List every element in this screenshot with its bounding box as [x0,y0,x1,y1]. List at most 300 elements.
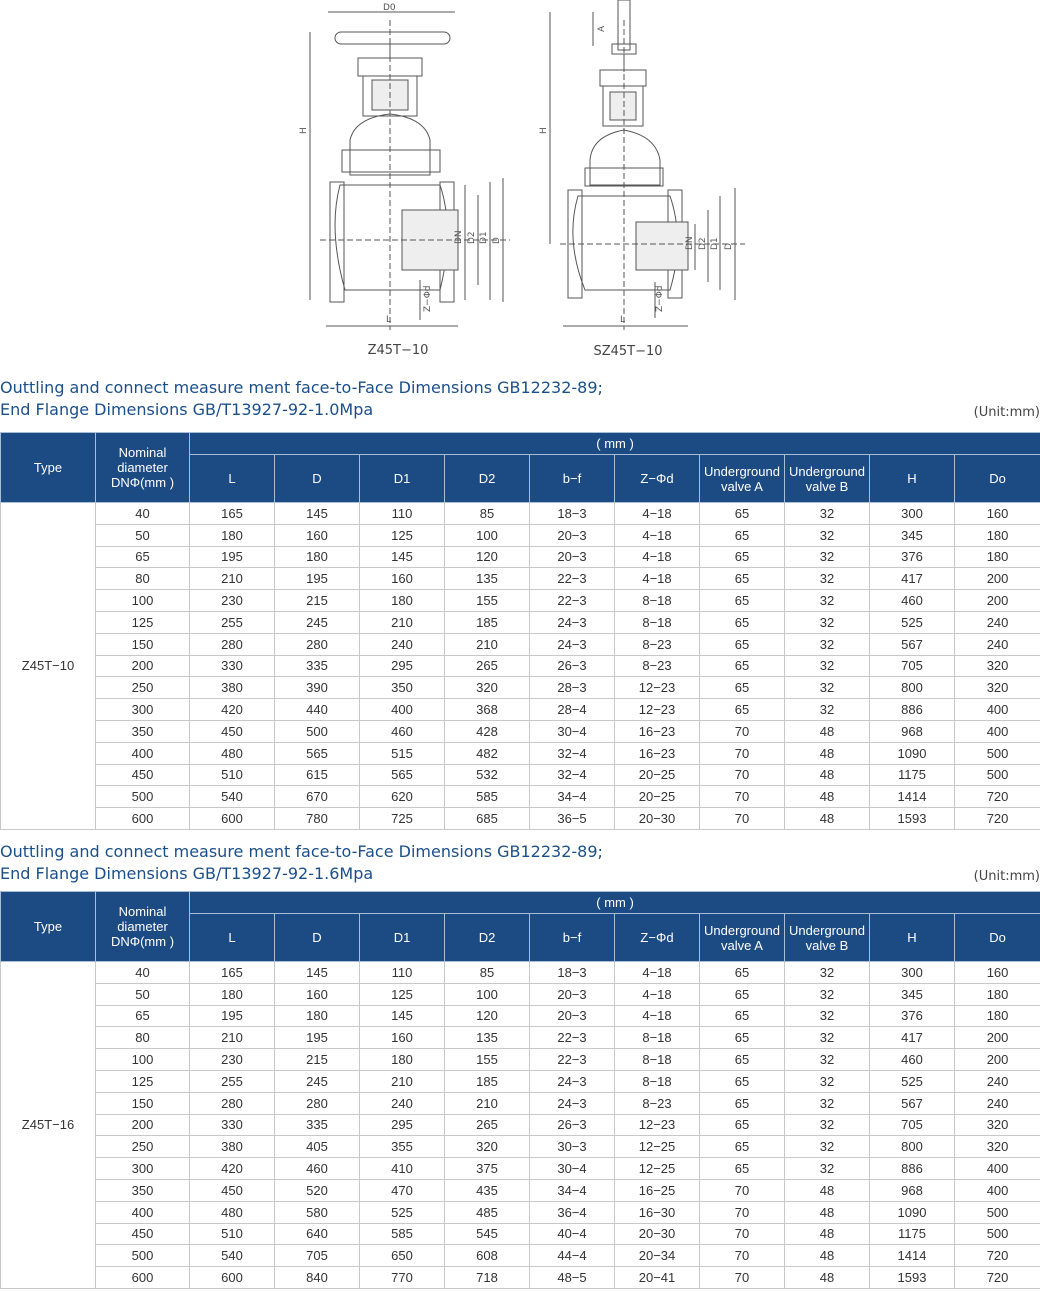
table-cell: 705 [870,655,955,677]
table-cell: 380 [190,1136,275,1158]
table-row [1,1267,1040,1289]
dn-cell: 250 [96,1136,190,1158]
table-cell: 8−18 [615,1027,700,1049]
table-cell: 510 [190,764,275,786]
table-cell: 20−3 [530,546,615,568]
table-cell: 32 [785,655,870,677]
table-cell: 32 [785,1005,870,1027]
table-row [1,655,1040,677]
dn-cell: 40 [96,503,190,525]
table-cell: 65 [700,1114,785,1136]
table1-body [1,503,1040,830]
table-cell: 470 [360,1179,445,1201]
table-cell: 4−18 [615,568,700,590]
table-cell: 265 [445,1114,530,1136]
dn-cell: 450 [96,764,190,786]
table-cell: 1593 [870,808,955,830]
table-cell: 330 [190,655,275,677]
table-cell: 8−18 [615,1070,700,1092]
table-cell: 435 [445,1179,530,1201]
table-cell: 4−18 [615,546,700,568]
table-cell: 24−3 [530,1092,615,1114]
table-cell: 380 [190,677,275,699]
table-cell: 240 [360,633,445,655]
table-cell: 540 [190,786,275,808]
dn-cell: 80 [96,568,190,590]
table-cell: 725 [360,808,445,830]
table-cell: 460 [870,1049,955,1071]
table-cell: 32 [785,1136,870,1158]
table-cell: 48 [785,1179,870,1201]
table-cell: 160 [275,983,360,1005]
table-cell: 65 [700,1027,785,1049]
dn-cell: 600 [96,1267,190,1289]
label-h-right: H [539,127,549,134]
dn-cell: 350 [96,1179,190,1201]
label-zphid-left: Z−Φd [423,285,433,312]
label-l-right: L [620,315,626,325]
col-valve-a-header: Underground valve A [700,455,785,503]
table-cell: 48 [785,1267,870,1289]
table-row [1,1245,1040,1267]
col-d2-header: D2 [445,455,530,503]
table-cell: 210 [190,568,275,590]
table-cell: 245 [275,1070,360,1092]
dn-cell: 300 [96,699,190,721]
table-cell: 240 [955,1092,1040,1114]
table-cell: 30−3 [530,1136,615,1158]
table-cell: 145 [360,1005,445,1027]
table-cell: 185 [445,1070,530,1092]
table-cell: 720 [955,808,1040,830]
table-cell: 65 [700,983,785,1005]
dn-cell: 450 [96,1223,190,1245]
table-cell: 375 [445,1158,530,1180]
table-cell: 4−18 [615,1005,700,1027]
table-cell: 410 [360,1158,445,1180]
table-cell: 160 [955,503,1040,525]
table-cell: 886 [870,1158,955,1180]
col-d-header: D [275,455,360,503]
table-cell: 720 [955,1267,1040,1289]
table-cell: 32 [785,590,870,612]
table-cell: 65 [700,503,785,525]
table-cell: 12−25 [615,1136,700,1158]
table1-title [0,377,603,421]
table-cell: 295 [360,1114,445,1136]
table-cell: 48 [785,742,870,764]
table-cell: 400 [955,699,1040,721]
table-cell: 230 [190,590,275,612]
table-cell: 36−5 [530,808,615,830]
table-cell: 968 [870,1179,955,1201]
table-cell: 165 [190,962,275,984]
table-row [1,808,1040,830]
table-cell: 886 [870,699,955,721]
table-cell: 200 [955,568,1040,590]
table-cell: 65 [700,524,785,546]
table-cell: 24−3 [530,611,615,633]
table-cell: 376 [870,546,955,568]
table-cell: 320 [445,1136,530,1158]
table-cell: 525 [870,1070,955,1092]
table-cell: 485 [445,1201,530,1223]
table-cell: 20−25 [615,786,700,808]
table-cell: 685 [445,808,530,830]
right-valve-drawing [550,0,745,330]
table-row [1,786,1040,808]
table-cell: 160 [360,1027,445,1049]
table-cell: 125 [360,524,445,546]
type-header: Type [1,892,96,962]
type-header: Type [1,433,96,503]
table-cell: 28−4 [530,699,615,721]
table-cell: 255 [190,1070,275,1092]
dn-cell: 100 [96,590,190,612]
table-cell: 32 [785,962,870,984]
table-cell: 515 [360,742,445,764]
table-cell: 460 [360,720,445,742]
table-cell: 210 [360,1070,445,1092]
table-cell: 135 [445,568,530,590]
table-cell: 210 [190,1027,275,1049]
table-cell: 65 [700,611,785,633]
label-zphid-right: Z−Φd [655,285,665,312]
table-cell: 280 [190,633,275,655]
table-cell: 585 [445,786,530,808]
table-cell: 34−4 [530,1179,615,1201]
table-cell: 70 [700,764,785,786]
table-row [1,1114,1040,1136]
table-cell: 26−3 [530,655,615,677]
table-cell: 355 [360,1136,445,1158]
table-row [1,742,1040,764]
table-row [1,1027,1040,1049]
table-cell: 48 [785,1245,870,1267]
table-cell: 500 [955,1223,1040,1245]
table-cell: 70 [700,1179,785,1201]
col-l-header: L [190,914,275,962]
table-cell: 450 [190,1179,275,1201]
table-cell: 22−3 [530,1049,615,1071]
table-cell: 40−4 [530,1223,615,1245]
type-cell: Z45T−16 [1,962,96,1289]
label-l-left: L [386,315,392,325]
dn-header: Nominal diameter DNΦ(mm ) [96,892,190,962]
label-d1-right: D1 [710,237,720,250]
table-row [1,962,1040,984]
table-row [1,677,1040,699]
label-d0: D0 [383,3,396,13]
table-cell: 20−3 [530,983,615,1005]
table-cell: 376 [870,1005,955,1027]
table-cell: 8−23 [615,633,700,655]
table-cell: 48 [785,808,870,830]
table-cell: 4−18 [615,983,700,1005]
table-cell: 230 [190,1049,275,1071]
table-cell: 780 [275,808,360,830]
table-cell: 65 [700,1070,785,1092]
table-cell: 32 [785,1114,870,1136]
table-cell: 185 [445,611,530,633]
table-cell: 600 [190,1267,275,1289]
table-cell: 255 [190,611,275,633]
col-l-header: L [190,455,275,503]
table-cell: 335 [275,1114,360,1136]
table-cell: 70 [700,742,785,764]
table-cell: 32 [785,546,870,568]
table-cell: 460 [275,1158,360,1180]
table-cell: 36−4 [530,1201,615,1223]
table2-title-line2: End Flange Dimensions GB/T13927-92-1.6Mpa [0,864,374,883]
label-dn-right: DN [685,236,695,250]
table-cell: 240 [955,611,1040,633]
dn-cell: 350 [96,720,190,742]
valve-drawings [0,0,1040,370]
table-cell: 585 [360,1223,445,1245]
table-cell: 32 [785,699,870,721]
table-cell: 65 [700,1005,785,1027]
table-cell: 125 [360,983,445,1005]
table-cell: 240 [955,633,1040,655]
table-cell: 65 [700,546,785,568]
table-cell: 1090 [870,742,955,764]
table-cell: 295 [360,655,445,677]
col-zphid-header: Z−Φd [615,914,700,962]
table-cell: 265 [445,655,530,677]
label-a-right: A [597,25,607,32]
table-cell: 215 [275,1049,360,1071]
table-cell: 1090 [870,1201,955,1223]
table-cell: 110 [360,503,445,525]
table-cell: 300 [870,962,955,984]
table-cell: 718 [445,1267,530,1289]
table-cell: 12−23 [615,699,700,721]
table-cell: 32−4 [530,764,615,786]
table-row [1,1158,1040,1180]
table-cell: 48 [785,764,870,786]
table-cell: 4−18 [615,503,700,525]
table-row [1,1136,1040,1158]
table-cell: 195 [190,1005,275,1027]
table-cell: 32 [785,568,870,590]
table1-title-line1: Outtling and connect measure ment face-to-Face Dimensions GB12232-89; [0,378,603,397]
table-cell: 210 [360,611,445,633]
table-cell: 400 [360,699,445,721]
table-cell: 720 [955,1245,1040,1267]
col-d1-header: D1 [360,455,445,503]
table-cell: 320 [955,1136,1040,1158]
table-cell: 32 [785,1070,870,1092]
table-cell: 1175 [870,764,955,786]
table-cell: 500 [275,720,360,742]
table-cell: 65 [700,568,785,590]
dn-cell: 40 [96,962,190,984]
dn-cell: 100 [96,1049,190,1071]
label-d1-left: D1 [479,231,489,244]
table-cell: 32 [785,633,870,655]
table-cell: 70 [700,1245,785,1267]
table-row [1,983,1040,1005]
left-valve-caption: Z45T−10 [367,343,429,358]
table-cell: 480 [190,742,275,764]
table-cell: 16−23 [615,742,700,764]
table-cell: 540 [190,1245,275,1267]
col-do-header: Do [955,455,1040,503]
table-cell: 85 [445,962,530,984]
table-cell: 20−30 [615,808,700,830]
dn-cell: 200 [96,1114,190,1136]
table-cell: 705 [275,1245,360,1267]
table-cell: 600 [190,808,275,830]
table-cell: 525 [360,1201,445,1223]
table-cell: 400 [955,720,1040,742]
table-cell: 165 [190,503,275,525]
table-cell: 417 [870,568,955,590]
table-cell: 100 [445,524,530,546]
table-row [1,568,1040,590]
table-cell: 160 [955,962,1040,984]
table-cell: 620 [360,786,445,808]
dn-cell: 500 [96,786,190,808]
table-cell: 640 [275,1223,360,1245]
table-cell: 135 [445,1027,530,1049]
table-cell: 200 [955,590,1040,612]
left-valve-drawing [310,12,510,330]
col-valve-a-header: Underground valve A [700,914,785,962]
table2-unit: (Unit:mm) [973,869,1040,884]
table-row [1,699,1040,721]
table-row [1,546,1040,568]
table-cell: 545 [445,1223,530,1245]
col-valve-b-header: Underground valve B [785,914,870,962]
table-row [1,1092,1040,1114]
table-cell: 100 [445,983,530,1005]
table-cell: 180 [275,546,360,568]
table-cell: 145 [275,503,360,525]
table-cell: 20−3 [530,524,615,546]
col-valve-b-header: Underground valve B [785,455,870,503]
table-cell: 8−18 [615,590,700,612]
table-cell: 300 [870,503,955,525]
table-cell: 70 [700,1267,785,1289]
table-cell: 1414 [870,1245,955,1267]
table-cell: 800 [870,677,955,699]
table-cell: 65 [700,1092,785,1114]
mm-header: ( mm ) [190,433,1040,455]
table-cell: 32 [785,1027,870,1049]
dn-cell: 65 [96,1005,190,1027]
table-cell: 48 [785,1223,870,1245]
col-d2-header: D2 [445,914,530,962]
table-cell: 565 [360,764,445,786]
table-cell: 615 [275,764,360,786]
table-row [1,590,1040,612]
table-cell: 180 [955,546,1040,568]
col-d-header: D [275,914,360,962]
table-cell: 4−18 [615,524,700,546]
table-cell: 28−3 [530,677,615,699]
table-cell: 32 [785,611,870,633]
table-row [1,1179,1040,1201]
table-cell: 65 [700,655,785,677]
table-cell: 65 [700,633,785,655]
col-d1-header: D1 [360,914,445,962]
table1-title-line2: End Flange Dimensions GB/T13927-92-1.0Mpa [0,400,374,419]
table-cell: 70 [700,1223,785,1245]
table-cell: 428 [445,720,530,742]
table-cell: 32 [785,524,870,546]
table-cell: 1593 [870,1267,955,1289]
type-cell: Z45T−10 [1,503,96,830]
table-cell: 32 [785,983,870,1005]
table-cell: 85 [445,503,530,525]
table-row [1,1005,1040,1027]
table-cell: 567 [870,633,955,655]
table-cell: 65 [700,1158,785,1180]
table-cell: 532 [445,764,530,786]
label-dn-left: DN [454,230,464,244]
table-cell: 70 [700,1201,785,1223]
table-cell: 16−23 [615,720,700,742]
table2-title [0,841,603,885]
table-cell: 48 [785,786,870,808]
table-cell: 22−3 [530,568,615,590]
dn-cell: 300 [96,1158,190,1180]
table-cell: 180 [190,983,275,1005]
table-cell: 4−18 [615,962,700,984]
dn-cell: 400 [96,1201,190,1223]
table-cell: 160 [275,524,360,546]
table-cell: 20−25 [615,764,700,786]
table-cell: 390 [275,677,360,699]
table-cell: 195 [190,546,275,568]
table-cell: 320 [955,1114,1040,1136]
table-cell: 210 [445,633,530,655]
dn-cell: 500 [96,1245,190,1267]
table-cell: 12−25 [615,1158,700,1180]
table-cell: 482 [445,742,530,764]
spec-table-1 [0,432,1040,830]
table-cell: 280 [190,1092,275,1114]
table-cell: 670 [275,786,360,808]
table-cell: 120 [445,546,530,568]
table-cell: 20−30 [615,1223,700,1245]
table-cell: 400 [955,1158,1040,1180]
dn-cell: 150 [96,633,190,655]
table-cell: 32 [785,1158,870,1180]
dn-header: Nominal diameter DNΦ(mm ) [96,433,190,503]
table-cell: 32 [785,1049,870,1071]
dn-cell: 600 [96,808,190,830]
table-cell: 18−3 [530,962,615,984]
table-cell: 770 [360,1267,445,1289]
right-valve-caption: SZ45T−10 [593,344,663,359]
table-cell: 12−23 [615,1114,700,1136]
table-cell: 240 [955,1070,1040,1092]
dn-cell: 200 [96,655,190,677]
table-cell: 480 [190,1201,275,1223]
table-cell: 70 [700,720,785,742]
table-cell: 320 [955,655,1040,677]
table-cell: 420 [190,699,275,721]
table-cell: 8−23 [615,1092,700,1114]
table-cell: 500 [955,742,1040,764]
col-h-header: H [870,455,955,503]
table-cell: 510 [190,1223,275,1245]
table-cell: 705 [870,1114,955,1136]
col-h-header: H [870,914,955,962]
